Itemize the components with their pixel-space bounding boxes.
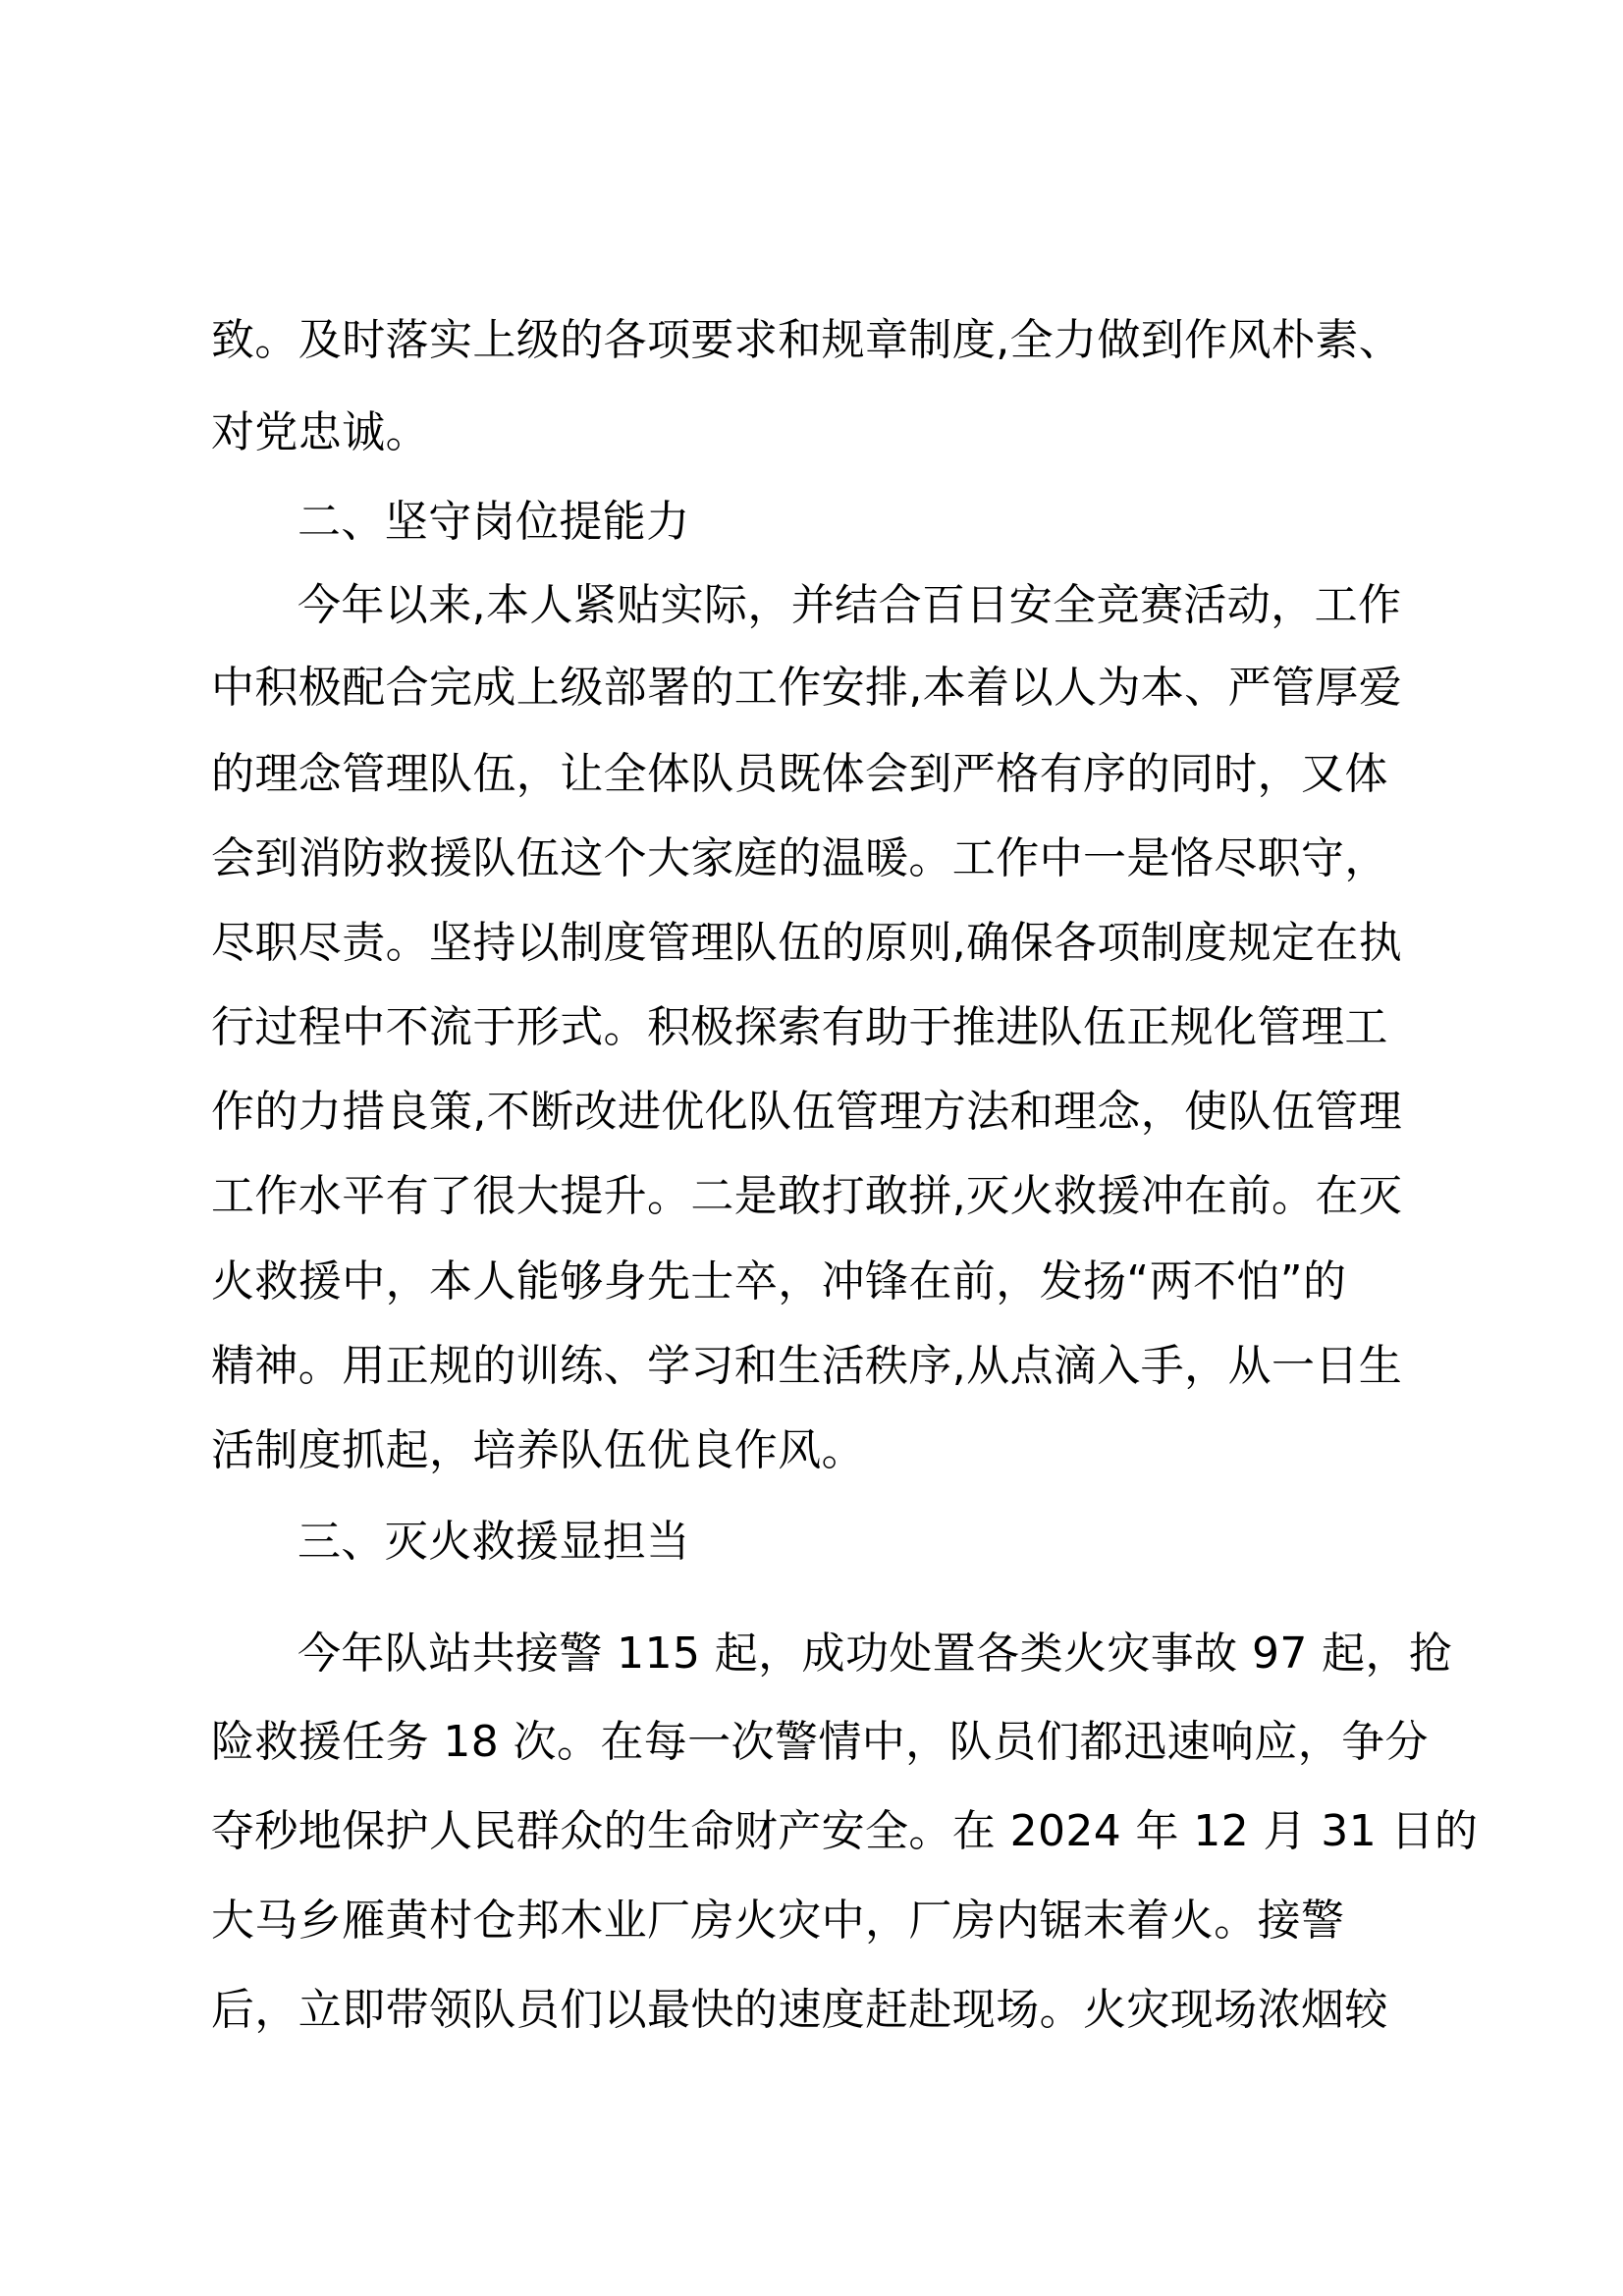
section-heading-2: 二、坚守岗位提能力 bbox=[298, 497, 690, 547]
paragraph-2-line-3: 的理念管理队伍，让全体队员既体会到严格有序的同时，又体 bbox=[211, 749, 1388, 799]
paragraph-2-line-10: 精神。用正规的训练、学习和生活秩序,从点滴入手，从一日生 bbox=[211, 1341, 1403, 1391]
section-heading-3: 三、灭火救援显担当 bbox=[298, 1517, 690, 1567]
paragraph-3-line-5: 后，立即带领队员们以最快的速度赶赴现场。火灾现场浓烟较 bbox=[211, 1985, 1388, 2035]
paragraph-2-line-9: 火救援中，本人能够身先士卒，冲锋在前，发扬“两不怕”的 bbox=[211, 1256, 1347, 1307]
paragraph-2-line-11: 活制度抓起，培养队伍优良作风。 bbox=[211, 1425, 865, 1475]
paragraph-2-line-8: 工作水平有了很大提升。二是敢打敢拼,灭火救援冲在前。在灭 bbox=[211, 1171, 1403, 1221]
paragraph-1-line-2: 对党忠诚。 bbox=[211, 407, 429, 457]
paragraph-3-line-1: 今年队站共接警 115 起，成功处置各类火灾事故 97 起，抢 bbox=[298, 1629, 1453, 1679]
paragraph-2-line-4: 会到消防救援队伍这个大家庭的温暖。工作中一是恪尽职守， bbox=[211, 833, 1388, 883]
paragraph-3-line-4: 大马乡雁黄村仓邦木业厂房火灾中，厂房内锯末着火。接警 bbox=[211, 1896, 1345, 1946]
paragraph-3-line-3: 夺秒地保护人民群众的生命财产安全。在 2024 年 12 月 31 日的 bbox=[211, 1806, 1479, 1856]
paragraph-2-line-6: 行过程中不流于形式。积极探索有助于推进队伍正规化管理工 bbox=[211, 1002, 1388, 1052]
paragraph-2-line-7: 作的力措良策,不断改进优化队伍管理方法和理念，使队伍管理 bbox=[211, 1087, 1403, 1137]
paragraph-2-line-1: 今年以来,本人紧贴实际，并结合百日安全竞赛活动，工作 bbox=[298, 580, 1402, 630]
paragraph-3-line-2: 险救援任务 18 次。在每一次警情中，队员们都迅速响应，争分 bbox=[211, 1717, 1429, 1767]
paragraph-1-line-1: 致。及时落实上级的各项要求和规章制度,全力做到作风朴素、 bbox=[211, 315, 1403, 365]
paragraph-2-line-2: 中积极配合完成上级部署的工作安排,本着以人为本、严管厚爱 bbox=[211, 663, 1403, 713]
paragraph-2-line-5: 尽职尽责。坚持以制度管理队伍的原则,确保各项制度规定在执 bbox=[211, 918, 1403, 968]
